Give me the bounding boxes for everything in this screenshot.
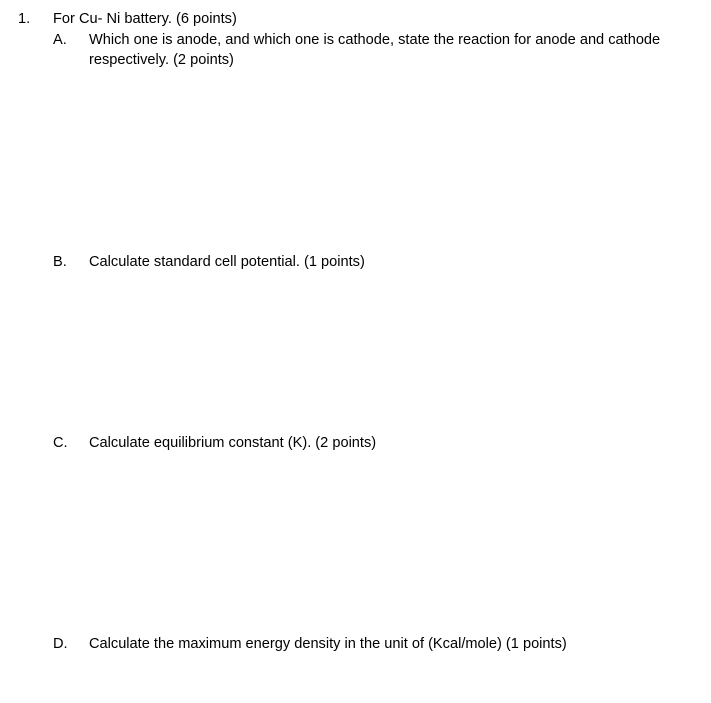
part-c-label: C. (53, 435, 68, 451)
part-a-label: A. (53, 32, 67, 48)
part-b-text: Calculate standard cell potential. (1 points) (89, 254, 365, 270)
part-d-label: D. (53, 636, 68, 652)
question-number: 1. (18, 11, 31, 27)
part-a-text-line2: respectively. (2 points) (89, 52, 234, 68)
part-b-label: B. (53, 254, 67, 270)
part-a-text-line1: Which one is anode, and which one is cathode, state the reaction for anode and cathode (89, 32, 661, 48)
part-c-text: Calculate equilibrium constant (K). (2 points) (89, 435, 377, 451)
part-d-text: Calculate the maximum energy density in the unit of (Kcal/mole) (1 points) (89, 636, 567, 652)
question-title: For Cu- Ni battery. (6 points) (53, 11, 237, 27)
